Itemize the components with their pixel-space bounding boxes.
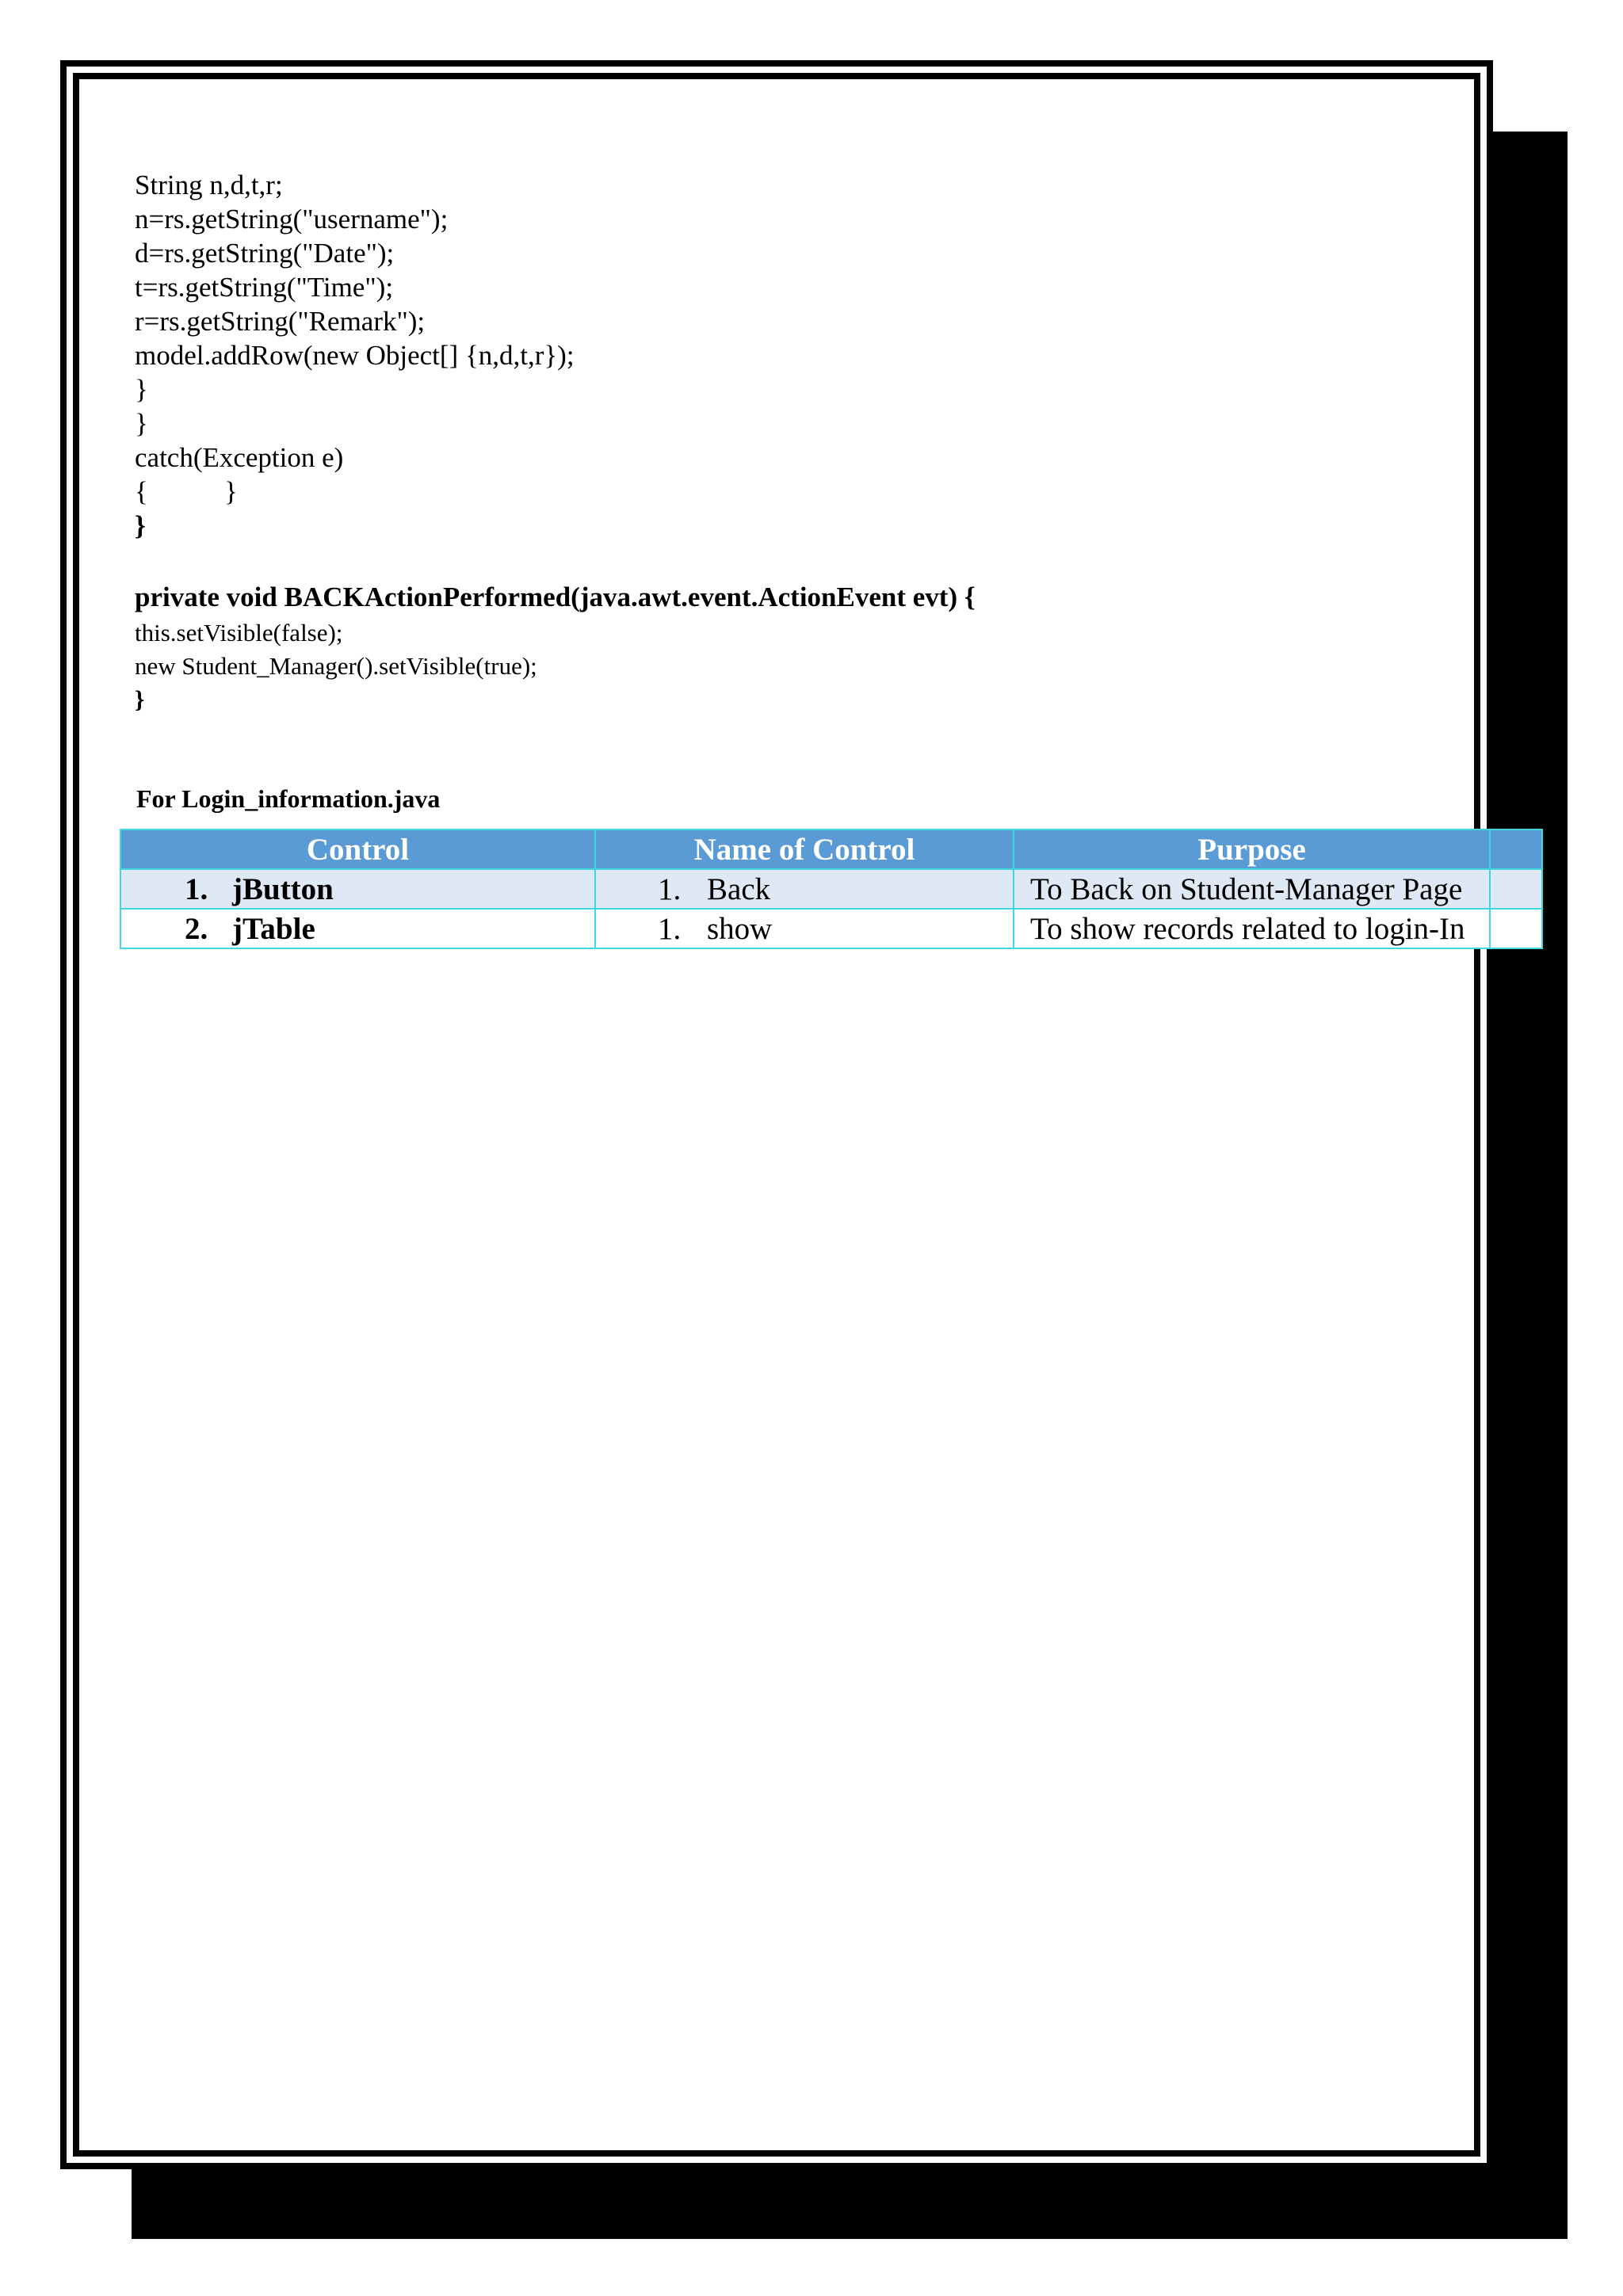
cell-extra [1490,909,1542,948]
header-control: Control [120,830,595,869]
code-line: model.addRow(new Object[] {n,d,t,r}); [135,340,575,371]
cell-extra [1490,869,1542,909]
code-line: d=rs.getString("Date"); [135,238,395,269]
code-line: String n,d,t,r; [135,170,283,200]
code-line: } [135,510,146,541]
cell-name-of-control [595,909,1014,948]
code-line: r=rs.getString("Remark"); [135,306,426,337]
cell-purpose: To Back on Student-Manager Page [1014,869,1490,909]
list-number: 1. [658,871,682,906]
code-line: } [135,374,148,405]
code-block [135,168,1403,543]
control-name: Back [707,871,771,906]
header-name-of-control: Name of Control [595,830,1014,869]
method-body [135,616,537,716]
table-row [120,869,1542,909]
section-title: For Login_information.java [136,784,441,813]
cell-purpose: To show records related to login-In [1014,909,1490,948]
code-line: { } [135,476,238,507]
code-line: n=rs.getString("username"); [135,204,449,235]
code-line: } [135,685,145,713]
cell-control [120,869,595,909]
code-line: new Student_Manager().setVisible(true); [135,652,537,680]
list-number: 2. [185,911,208,946]
page-shadow-right [1493,132,1568,2239]
cell-name-of-control [595,869,1014,909]
method-signature: private void BACKActionPerformed(java.awt.event.ActionEvent evt) { [135,582,976,612]
control-type: jTable [232,911,315,946]
code-line: catch(Exception e) [135,442,344,473]
control-type: jButton [232,871,334,906]
control-name: show [707,911,773,946]
cell-control [120,909,595,948]
code-line: } [135,408,148,439]
code-line: this.setVisible(false); [135,619,343,646]
list-number: 1. [185,871,208,906]
table-row [120,909,1542,948]
controls-table [120,829,1543,949]
list-number: 1. [658,911,682,946]
table-header-row [120,830,1542,869]
code-line: t=rs.getString("Time"); [135,272,394,303]
header-purpose: Purpose [1014,830,1490,869]
header-extra-cell [1490,830,1542,869]
page-shadow-bottom [132,2169,1568,2239]
